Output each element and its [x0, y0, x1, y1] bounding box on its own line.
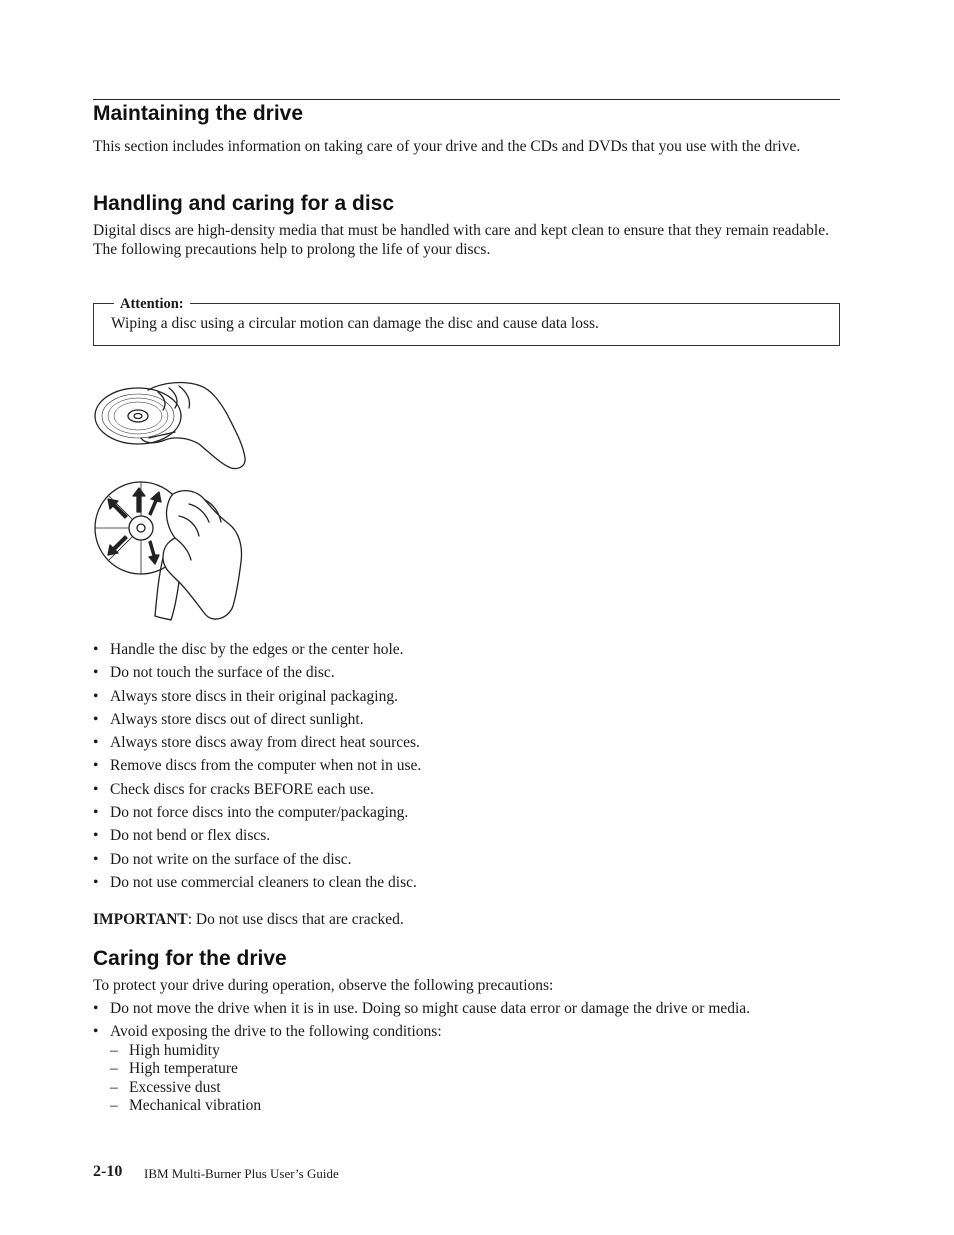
attention-text: Wiping a disc using a circular motion can damage the disc and cause data loss.: [111, 315, 599, 332]
drive-precautions-list: [93, 1000, 840, 1116]
list-item: • Check discs for cracks BEFORE each use.: [93, 780, 374, 798]
footer-book-title: IBM Multi-Burner Plus User’s Guide: [144, 1166, 339, 1181]
condition-item: – High temperature: [110, 1060, 238, 1077]
disc-wiping-image: [95, 482, 242, 620]
drive-intro-paragraph: To protect your drive during operation, observe the following precautions:: [93, 977, 554, 994]
list-item: • Do not bend or flex discs.: [93, 827, 271, 845]
list-item: • Do not touch the surface of the disc.: [93, 664, 335, 682]
page-number: 2-10: [93, 1163, 123, 1180]
disc-held-by-edge-image: [95, 383, 245, 469]
list-item: • Do not force discs into the computer/packaging.: [93, 804, 409, 822]
disc-handling-illustration: [93, 378, 253, 628]
condition-item: – High humidity: [110, 1041, 220, 1059]
list-item: • Always store discs in their original packaging.: [93, 687, 398, 705]
important-note: IMPORTANT: Do not use discs that are cracked.: [93, 911, 404, 928]
top-rule: [93, 99, 840, 100]
attention-label: Attention:: [114, 296, 190, 313]
disc-precautions-list: [93, 641, 840, 892]
list-item: • Do not use commercial cleaners to clean the disc.: [93, 873, 417, 891]
list-item: • Do not move the drive when it is in use. Doing so might cause data error or damage the drive or media.: [93, 1000, 751, 1017]
intro-paragraph: This section includes information on taking care of your drive and the CDs and DVDs that you use with the drive.: [93, 138, 801, 155]
heading-caring-for-drive: Caring for the drive: [93, 947, 287, 970]
list-item: • Do not write on the surface of the disc.: [93, 850, 352, 868]
condition-item: – Mechanical vibration: [110, 1097, 262, 1114]
heading-handling-disc: Handling and caring for a disc: [93, 192, 395, 215]
condition-item: – Excessive dust: [110, 1078, 221, 1096]
heading-maintaining-the-drive: Maintaining the drive: [93, 102, 304, 125]
list-item: • Avoid exposing the drive to the following conditions: – High humidity – High temperature – Excessive dust – Mechanical vibration: [93, 1023, 840, 1116]
list-item: • Handle the disc by the edges or the center hole.: [93, 641, 404, 658]
conditions-list: [110, 1042, 840, 1116]
list-item: • Remove discs from the computer when not in use.: [93, 757, 422, 775]
list-item: • Always store discs out of direct sunlight.: [93, 710, 364, 728]
disc-intro-paragraph: Digital discs are high-density media that must be handled with care and kept clean to ensure that they remain readable. The following precautions help to prolong the life of your discs.: [93, 222, 829, 258]
list-item: • Always store discs away from direct heat sources.: [93, 734, 420, 752]
